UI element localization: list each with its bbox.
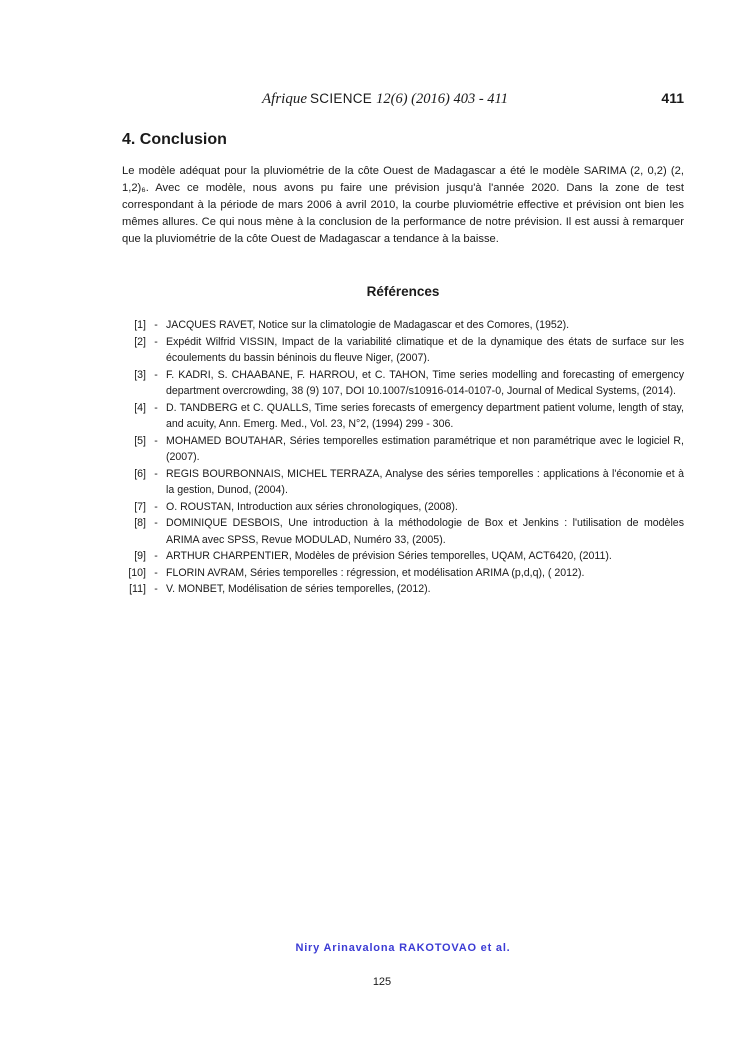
reference-item (118, 334, 684, 367)
reference-item (118, 548, 684, 565)
reference-text: Expédit Wilfrid VISSIN, Impact de la variabilité climatique et de la dynamique des états de surface sur les écoulements du bassin béninois du fleuve Niger, (2007). (166, 335, 684, 364)
reference-text: ARTHUR CHARPENTIER, Modèles de prévision Séries temporelles, UQAM, ACT6420, (2011). (166, 550, 612, 562)
reference-dash: - (154, 401, 158, 414)
reference-dash: - (154, 517, 158, 529)
reference-number: [4] (134, 401, 146, 414)
reference-text: F. KADRI, S. CHAABANE, F. HARROU, et C. TAHON, Time series modelling and forecasting of emergency department overcrowding, 38 (9) 107, DOI 10.1007/s10916-014-0107-0, Journal of Medical Systems, (2014). (166, 368, 684, 397)
journal-volume: 12(6) (2016) 403 - 411 (376, 91, 508, 107)
reference-text: D. TANDBERG et C. QUALLS, Time series forecasts of emergency department patient volume, length of stay, and acuity, Ann. Emerg. Med., Vol. 23, N°2, (1994) 299 - 306. (166, 401, 684, 430)
reference-number: [6] (134, 467, 146, 480)
reference-number: [8] (134, 517, 146, 529)
reference-item (118, 581, 684, 598)
reference-text: REGIS BOURBONNAIS, MICHEL TERRAZA, Analyse des séries temporelles : applications à l'économie et à la gestion, Dunod, (2004). (166, 467, 684, 496)
reference-item (118, 433, 684, 466)
reference-text: MOHAMED BOUTAHAR, Séries temporelles estimation paramétrique et non paramétrique avec le logiciel R, (2007). (166, 434, 684, 463)
reference-dash: - (154, 550, 158, 562)
reference-number: [1] (134, 319, 146, 331)
reference-dash: - (154, 368, 158, 381)
references-list (118, 317, 684, 598)
reference-dash: - (154, 434, 158, 447)
reference-text: DOMINIQUE DESBOIS, Une introduction à la méthodologie de Box et Jenkins : l'utilisation de modèles ARIMA avec SPSS, Revue MODULAD, Numéro 33, (2005). (166, 517, 684, 546)
reference-number: [2] (134, 335, 146, 348)
reference-number: [7] (134, 500, 146, 513)
reference-number: [5] (134, 434, 146, 447)
reference-dash: - (154, 467, 158, 480)
header-page-number: 411 (661, 90, 684, 106)
reference-item (118, 499, 684, 516)
journal-name: Afrique (262, 91, 307, 107)
reference-dash: - (154, 583, 158, 595)
reference-text: FLORIN AVRAM, Séries temporelles : régression, et modélisation ARIMA (p,d,q), ( 2012). (166, 566, 585, 579)
conclusion-heading: 4. Conclusion (122, 131, 227, 148)
reference-text: V. MONBET, Modélisation de séries temporelles, (2012). (166, 583, 431, 595)
reference-item (118, 466, 684, 499)
footer-page-number: 125 (372, 976, 392, 988)
reference-dash: - (154, 319, 158, 331)
reference-number: [9] (134, 550, 146, 562)
journal-science: SCIENCE (310, 91, 373, 106)
conclusion-paragraph: Le modèle adéquat pour la pluviométrie de la côte Ouest de Madagascar a été le modèle SARIMA (2, 0,2) (2, 1,2)₆. Avec ce modèle, nous avons pu faire une prévision jusqu'à l'année 2020. Dans la zone de test correspondant à la période de mars 2006 à avril 2010, la courbe pluviométrie effective et prévision ont bien les mêmes allures. Ce qui nous mène à la conclusion de la performance de notre prévision. Il est aussi à remarquer que la pluviométrie de la côte Ouest de Madagascar a tendance à la baisse. (122, 165, 684, 245)
reference-text: O. ROUSTAN, Introduction aux séries chronologiques, (2008). (166, 500, 458, 513)
reference-dash: - (154, 335, 158, 348)
reference-item (118, 367, 684, 400)
reference-item (118, 515, 684, 548)
running-header (262, 90, 684, 110)
reference-item (118, 400, 684, 433)
reference-item (118, 565, 684, 582)
reference-number: [11] (129, 583, 146, 595)
reference-dash: - (154, 500, 158, 513)
reference-text: JACQUES RAVET, Notice sur la climatologie de Madagascar et des Comores, (1952). (166, 319, 570, 331)
reference-item (118, 317, 684, 334)
footer-author: Niry Arinavalona RAKOTOVAO et al. (295, 942, 511, 954)
reference-number: [10] (128, 566, 146, 579)
reference-number: [3] (134, 368, 146, 381)
references-heading: Références (366, 284, 440, 299)
journal-title (262, 90, 508, 108)
reference-dash: - (154, 566, 158, 579)
